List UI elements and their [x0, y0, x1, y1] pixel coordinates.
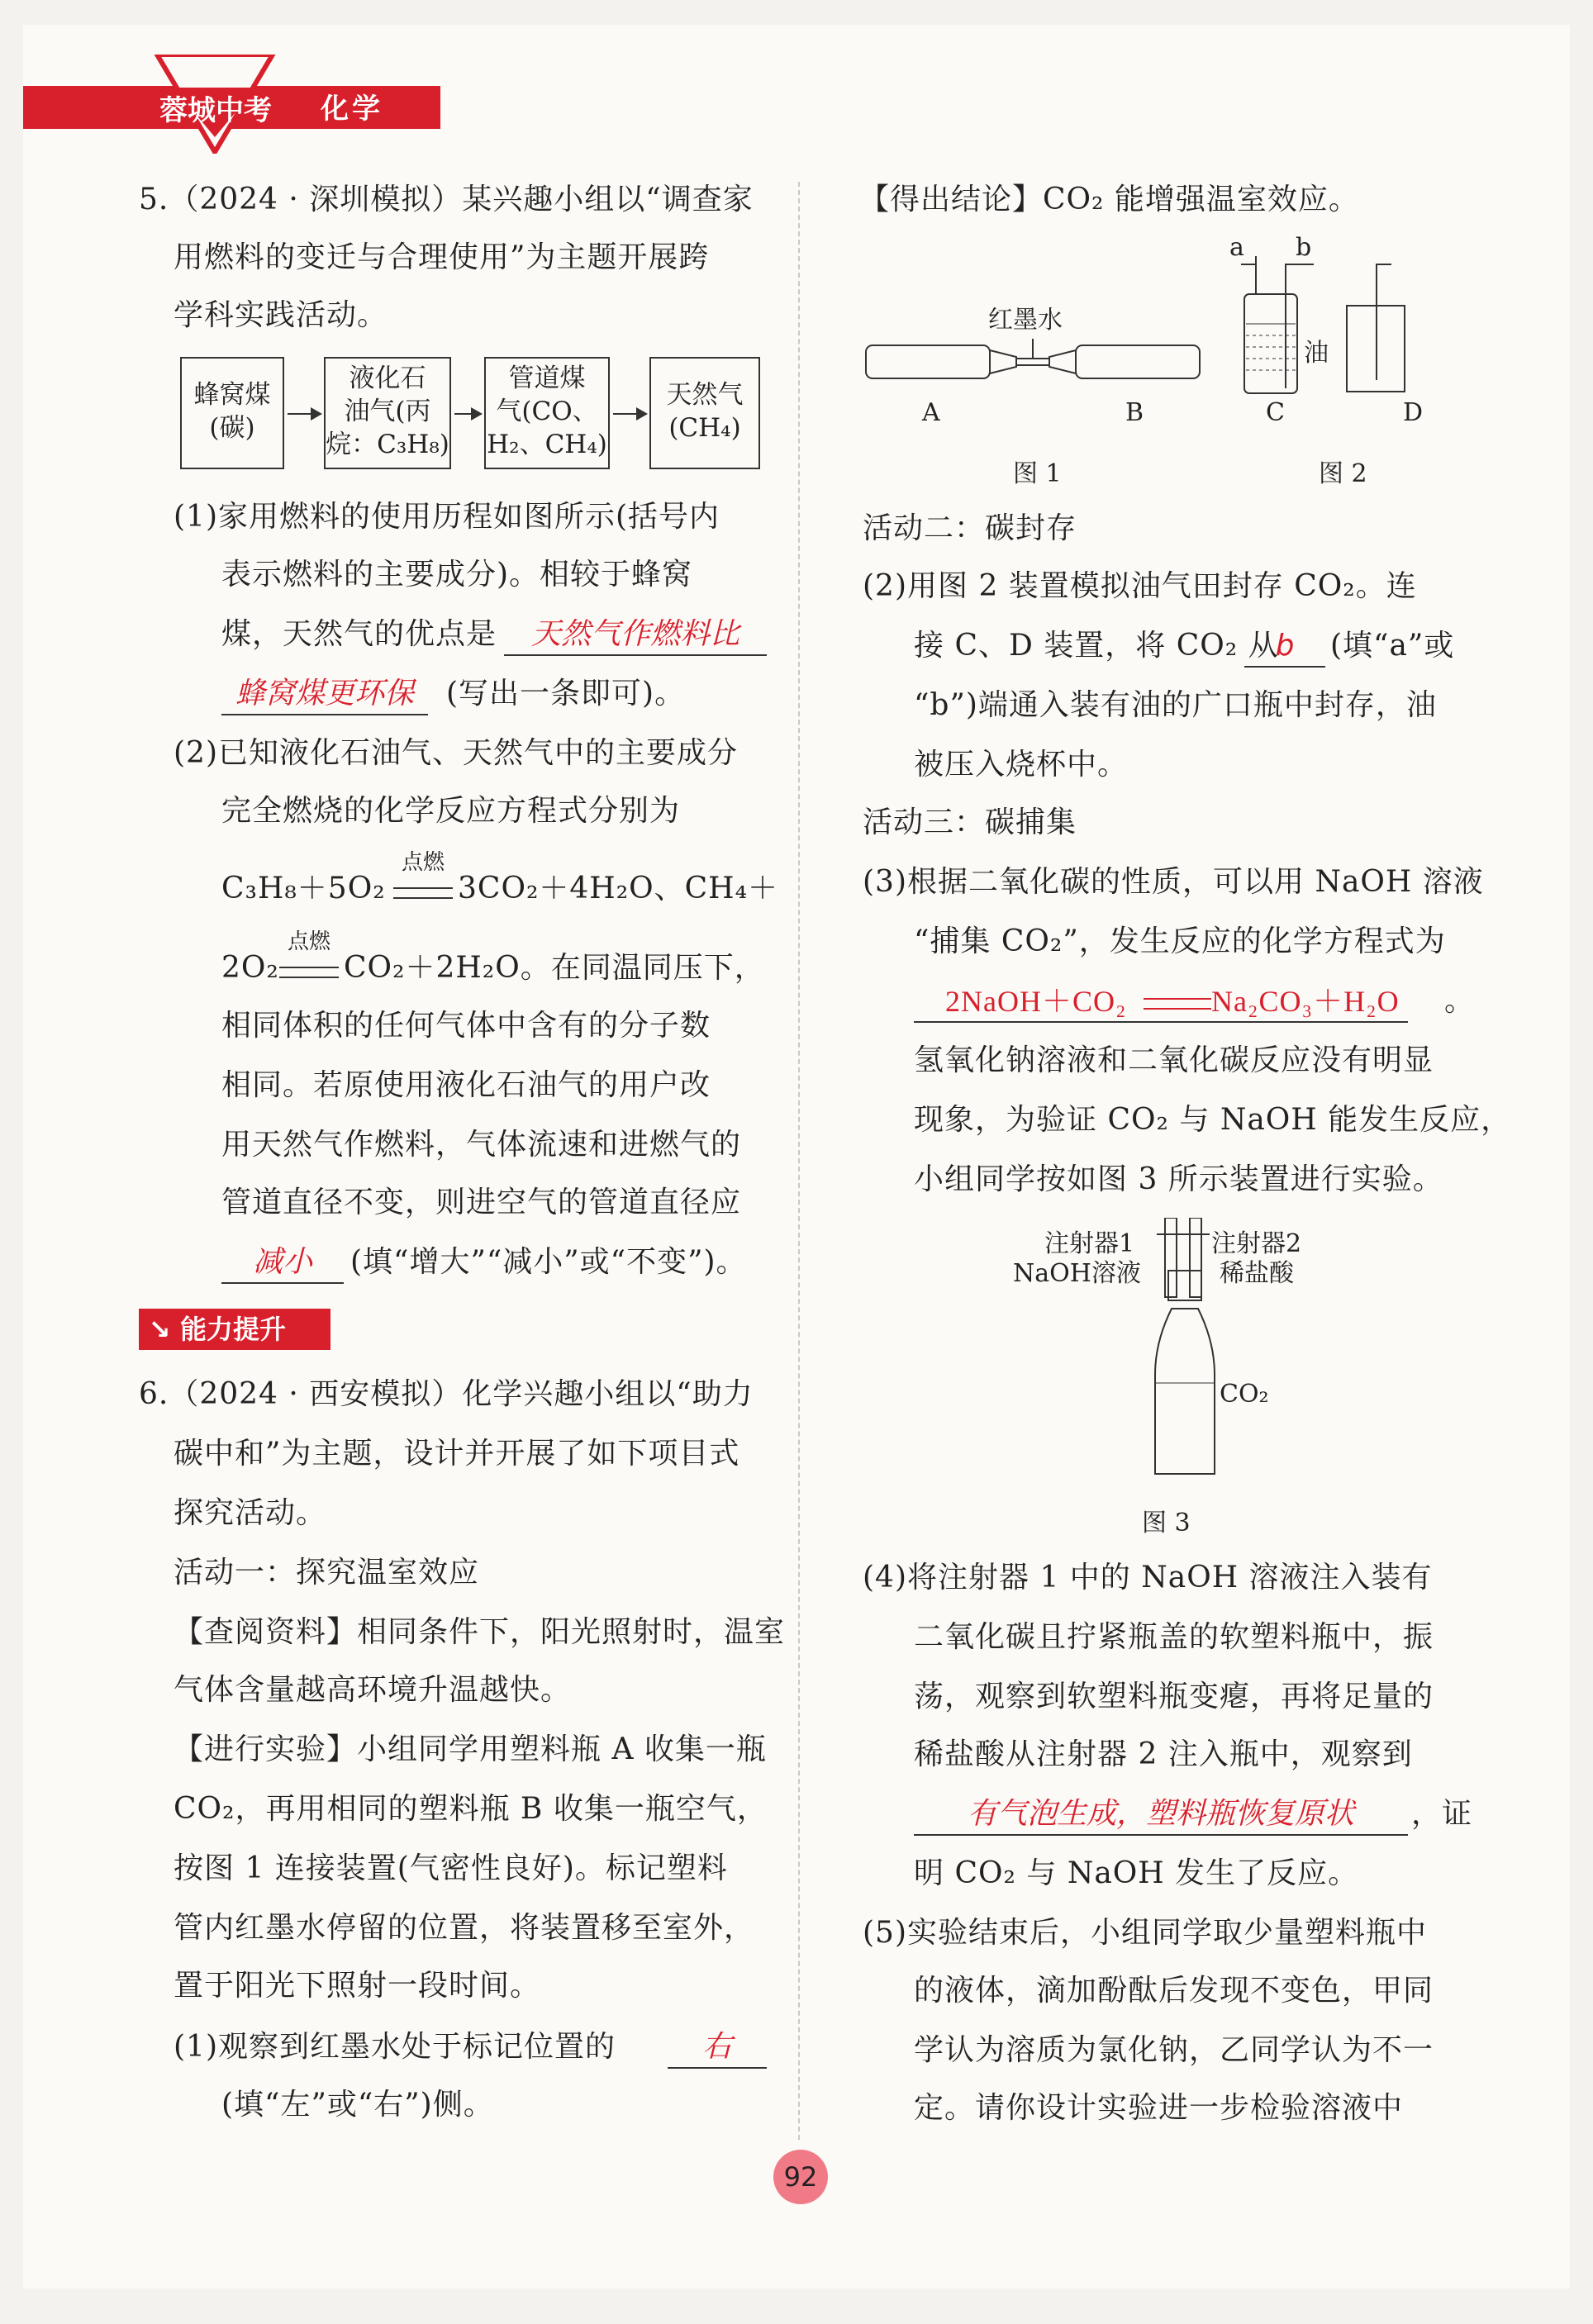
- flow-arrow: [288, 413, 321, 415]
- fig2-label-a: a: [1229, 233, 1244, 262]
- q5-p2b-line-2: 相同。若原使用液化石油气的用户改: [221, 1068, 711, 1102]
- flow-text: 烷：C₃H₈): [326, 430, 449, 459]
- fig3-hcl-label: 稀盐酸: [1220, 1259, 1294, 1288]
- answer-eq-left: 2NaOH＋CO₂: [945, 985, 1127, 1018]
- fig3-syringe-1-label: 注射器1: [1044, 1229, 1135, 1258]
- q6-line-12: (1)观察到红墨水处于标记位置的: [174, 2030, 616, 2064]
- q5-p1-line-1: (1)家用燃料的使用历程如图所示(括号内: [174, 500, 720, 534]
- fig1-label-b: B: [1125, 398, 1144, 427]
- fig3-caption: 图 3: [1142, 1509, 1191, 1537]
- fig1-label-a: A: [922, 398, 940, 427]
- answer-eq-sign: [1144, 998, 1211, 1010]
- r-p5-line-4: 定。请你设计实验进一步检验溶液中: [914, 2091, 1404, 2125]
- q6-line-9: 按图 1 连接装置(气密性良好)。标记塑料: [174, 1851, 728, 1885]
- r-p4-line-2: 二氧化碳且拧紧瓶盖的软塑料瓶中，振: [914, 1620, 1434, 1654]
- r-answer-2: b: [1244, 626, 1325, 668]
- flow-arrow: [613, 413, 646, 415]
- r-p3b-line-1: 氢氧化钠溶液和二氧化碳反应没有明显: [914, 1043, 1434, 1077]
- r-p2-line-2: 接 C、D 装置，将 CO₂ 从: [914, 629, 1279, 663]
- flow-text: 气(CO、: [496, 397, 598, 426]
- fig1-caption: 图 1: [1013, 459, 1062, 488]
- flow-text: 天然气: [666, 380, 744, 410]
- fig3-naoh-label: NaOH溶液: [1013, 1259, 1141, 1288]
- activity-2: 活动二：碳封存: [863, 511, 1077, 545]
- equation-sign: [393, 887, 453, 899]
- equation-2-right: CO₂＋2H₂O。在同温同压下，: [344, 951, 765, 985]
- q6-line-8: CO₂，再用相同的塑料瓶 B 收集一瓶空气，: [174, 1792, 768, 1826]
- q6-line-7: 【进行实验】小组同学用塑料瓶 A 收集一瓶: [174, 1732, 767, 1766]
- flow-text: 液化石: [349, 364, 426, 393]
- q5-p1-line-3: 煤，天然气的优点是: [221, 617, 497, 651]
- q6-line-13: (填“左”或“右”)侧。: [221, 2088, 494, 2122]
- fig2-label-d: D: [1403, 398, 1424, 427]
- r-p5-line-3: 学认为溶质为氯化钠，乙同学认为不一: [914, 2033, 1434, 2067]
- condition-ignite: 点燃: [288, 929, 331, 954]
- q5-line-3: 学科实践活动。: [174, 298, 388, 332]
- page-number: 92: [773, 2150, 828, 2204]
- figure-2-apparatus: [1231, 256, 1462, 397]
- period-mark: 。: [1444, 984, 1476, 1018]
- flow-box-lpg: [324, 357, 451, 469]
- condition-ignite: 点燃: [402, 850, 445, 875]
- flow-text: 管道煤: [508, 364, 586, 393]
- q5-answer-1b: 蜂窝煤更环保: [221, 674, 428, 715]
- fig2-oil-label: 油: [1304, 339, 1329, 368]
- flow-box-honeycomb-coal: [180, 357, 284, 469]
- equation-1-left: C₃H₈＋5O₂: [221, 872, 386, 905]
- flow-text: 蜂窝煤: [193, 380, 271, 410]
- q5-p2-line-1: (2)已知液化石油气、天然气中的主要成分: [174, 736, 738, 770]
- flow-box-pipeline-gas: [484, 357, 610, 469]
- equation-2-left: 2O₂: [221, 951, 279, 985]
- flow-text: H₂、CH₄): [487, 430, 607, 459]
- q5-p2b-line-1: 相同体积的任何气体中含有的分子数: [221, 1009, 711, 1043]
- flow-text: (CH₄): [668, 413, 741, 443]
- fig2-label-c: C: [1266, 398, 1285, 427]
- flow-text: (碳): [209, 413, 255, 443]
- q6-line-2: 碳中和”为主题，设计并开展了如下项目式: [174, 1437, 740, 1471]
- q5-line-1: 5.（2024 · 深圳模拟）某兴趣小组以“调查家: [139, 183, 754, 216]
- fig2-caption: 图 2: [1319, 459, 1367, 488]
- q6-line-6: 气体含量越高环境升温越快。: [174, 1673, 572, 1707]
- equation-sign: [279, 967, 339, 978]
- fig1-red-ink-label: 红墨水: [988, 306, 1063, 335]
- r-p2-line-2b: (填“a”或: [1330, 629, 1455, 663]
- r-p2-line-1: (2)用图 2 装置模拟油气田封存 CO₂。连: [863, 569, 1417, 603]
- q6-line-10: 管内红墨水停留的位置，将装置移至室外，: [174, 1911, 755, 1945]
- r-p2-line-4: 被压入烧杯中。: [914, 748, 1129, 782]
- r-p5-line-2: 的液体，滴加酚酞后发现不变色，甲同: [914, 1974, 1434, 2008]
- conclusion-line: 【得出结论】CO₂ 能增强温室效应。: [859, 183, 1359, 216]
- r-p4-line-5: ，证: [1411, 1797, 1473, 1831]
- r-p4-line-4: 稀盐酸从注射器 2 注入瓶中，观察到: [914, 1737, 1413, 1771]
- r-answer-4: 有气泡生成，塑料瓶恢复原状: [914, 1794, 1408, 1836]
- q6-answer-1: 右: [668, 2027, 767, 2069]
- flow-arrow: [454, 413, 481, 415]
- q5-p2-line-2: 完全燃烧的化学反应方程式分别为: [221, 794, 681, 828]
- subject-label: 化学: [321, 93, 383, 126]
- q6-line-3: 探究活动。: [174, 1496, 327, 1530]
- fig3-syringe-2-label: 注射器2: [1211, 1229, 1302, 1258]
- q5-p2b-line-4: 管道直径不变，则进空气的管道直径应: [221, 1186, 742, 1219]
- banner-text: 能力提升: [180, 1314, 287, 1345]
- q6-activity-1: 活动一：探究温室效应: [174, 1556, 480, 1590]
- q5-p2b-line-3: 用天然气作燃料，气体流速和进燃气的: [221, 1128, 742, 1162]
- answer-eq-right: Na₂CO₃＋H₂O: [1211, 985, 1400, 1018]
- activity-3: 活动三：碳捕集: [863, 806, 1077, 839]
- r-p2-line-3: “b”)端通入装有油的广口瓶中封存，油: [914, 688, 1437, 722]
- r-answer-3-equation: [914, 981, 1408, 1023]
- ability-banner: [139, 1309, 330, 1350]
- q6-line-1: 6.（2024 · 西安模拟）化学兴趣小组以“助力: [139, 1377, 754, 1411]
- flow-box-natural-gas: [649, 357, 760, 469]
- column-divider: [798, 182, 800, 2140]
- r-p3-line-2: “捕集 CO₂”，发生反应的化学方程式为: [914, 924, 1446, 958]
- r-p4-line-3: 荡，观察到软塑料瓶变瘪，再将足量的: [914, 1680, 1434, 1713]
- logo-text: 蓉城中考: [159, 94, 272, 127]
- q5-p1-line-4: (写出一条即可)。: [446, 677, 686, 711]
- r-p3b-line-3: 小组同学按如图 3 所示装置进行实验。: [914, 1162, 1443, 1196]
- q5-p2b-line-5: (填“增大”“减小”或“不变”)。: [350, 1245, 747, 1279]
- q5-answer-1a: 天然气作燃料比: [504, 615, 767, 656]
- fig2-label-b: b: [1296, 233, 1312, 262]
- r-p3b-line-2: 现象，为验证 CO₂ 与 NaOH 能发生反应，: [914, 1103, 1512, 1137]
- r-p4-line-1: (4)将注射器 1 中的 NaOH 溶液注入装有: [863, 1561, 1433, 1594]
- r-p4-line-6: 明 CO₂ 与 NaOH 发生了反应。: [914, 1856, 1359, 1890]
- equation-1-right: 3CO₂＋4H₂O、CH₄＋: [458, 872, 779, 905]
- q5-p1-line-2: 表示燃料的主要成分)。相较于蜂窝: [221, 558, 693, 592]
- flow-text: 油气(丙: [344, 397, 431, 426]
- r-p5-line-1: (5)实验结束后，小组同学取少量塑料瓶中: [863, 1916, 1427, 1950]
- r-p3-line-1: (3)根据二氧化碳的性质，可以用 NaOH 溶液: [863, 865, 1484, 899]
- q6-line-5: 【查阅资料】相同条件下，阳光照射时，温室: [174, 1615, 786, 1649]
- q5-line-2: 用燃料的变迁与合理使用”为主题开展跨: [174, 240, 710, 274]
- q5-answer-2: 减小: [221, 1243, 344, 1284]
- fig3-co2-label: CO₂: [1220, 1380, 1269, 1409]
- q6-line-11: 置于阳光下照射一段时间。: [174, 1969, 541, 2003]
- arrow-down-right-icon: ↘: [148, 1314, 171, 1345]
